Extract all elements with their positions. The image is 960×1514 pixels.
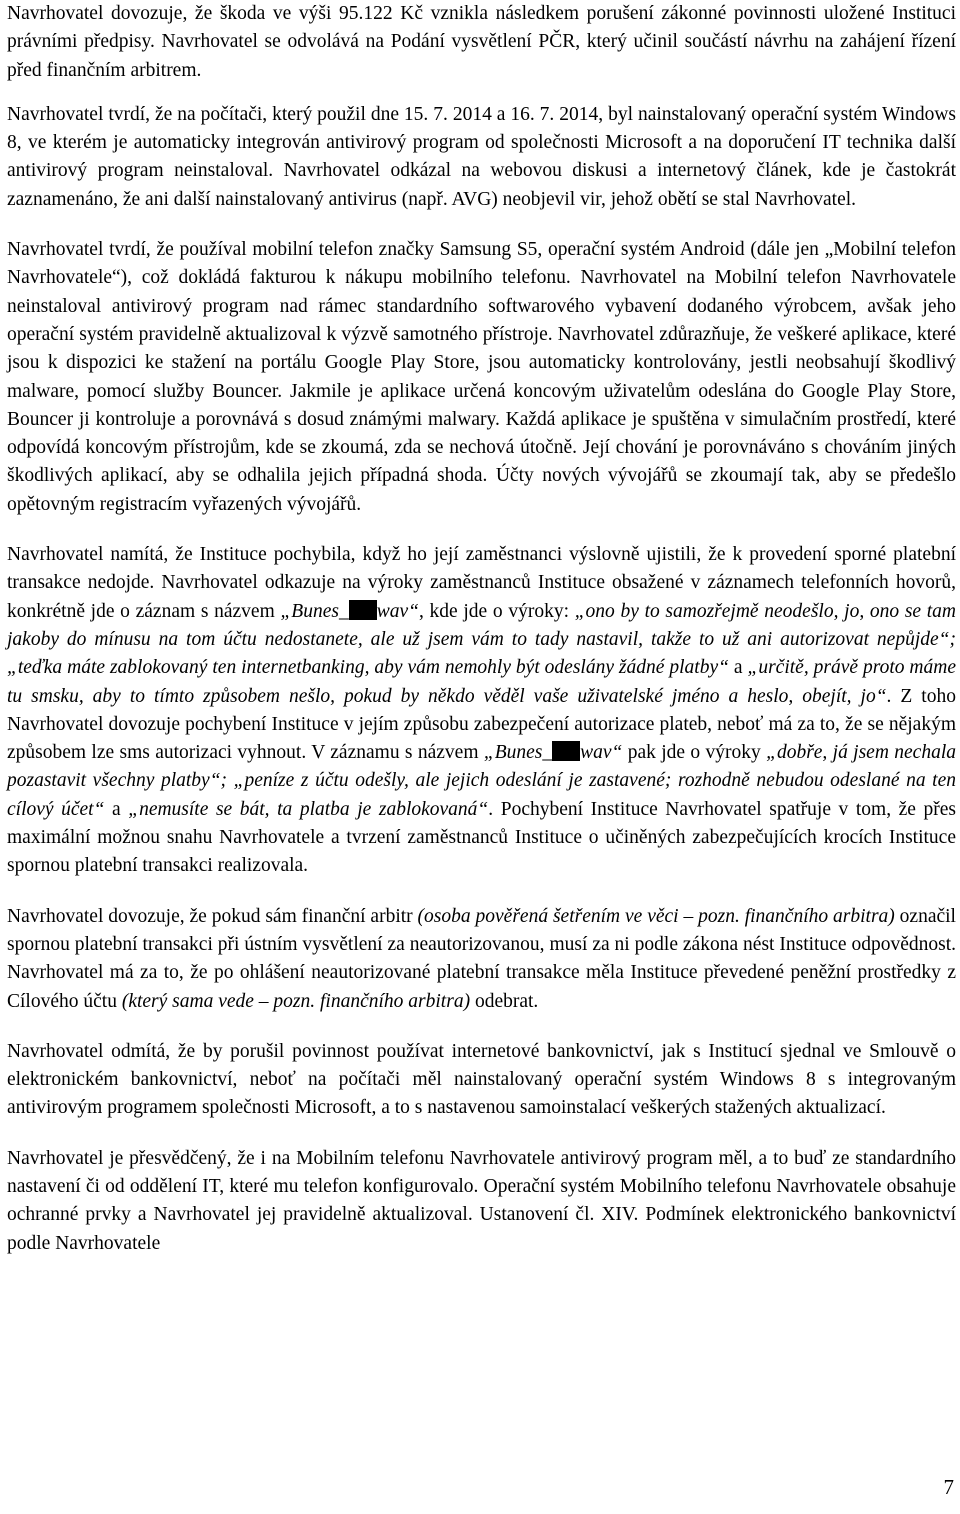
text-run: a bbox=[104, 798, 129, 820]
redaction-block bbox=[349, 600, 377, 620]
paragraph-arbiter-designation bbox=[7, 903, 956, 1016]
editorial-note: (osoba pověřená šetřením ve věci – pozn. finančního arbitra) bbox=[417, 905, 895, 927]
quoted-statement: „určitě, právě proto máme tu smsku, aby to tímto způsobem nešlo, pokud by někdo věděl vaše uživatelské jméno a heslo, obejít, jo“ bbox=[7, 657, 956, 707]
text-run: . Pochybení Instituce Navrhovatel spatřuje v tom, že přes maximální možnou snahu Navrhovatele a tvrzení zaměstnanců Instituce o učiněných zabezpečujících krocích Instituce spornou platební transakci realizovala. bbox=[7, 798, 956, 877]
redaction-block bbox=[552, 741, 580, 761]
recording-name: „Bunes_ wav“ bbox=[280, 600, 419, 622]
quoted-statement: „ono by to samozřejmě neodešlo, jo, ono se tam jakoby do mínusu na tom účtu nedostanete, ale už jsem vám to tady nastavil, takže to už ani autorizovat nepůjde“; „teďka máte zablokovaný ten internetbanking, aby vám nemohly být odeslány žádné platby“ bbox=[7, 600, 957, 679]
text-run: . Z toho Navrhovatel dovozuje pochybení Instituce v jejím způsobu zabezpečení autorizace plateb, neboť má za to, že se nějakým způsobem lze sms autorizaci vyhnout. V záznamu s názvem bbox=[7, 685, 956, 764]
document-page bbox=[7, 0, 956, 1258]
text-run: Navrhovatel namítá, že Instituce pochybila, když ho její zaměstnanci výslovně ujistili, že k provedení sporné platební transakce nedojde. Navrhovatel odkazuje na výroky zaměstnanců Instituce obsažené v záznamech telefonních hovorů, konkrétně jde o záznam s názvem bbox=[7, 544, 956, 622]
paragraph-mobile-phone: Navrhovatel tvrdí, že používal mobilní telefon značky Samsung S5, operační systém Android (dále jen „Mobilní telefon Navrhovatele“), což dokládá fakturou k nákupu mobilního telefonu. Navrhovatel na Mobilní telefon Navrhovatele neinstaloval antivirový program nad rámec standardního softwarového vybavení dodaného výrobcem, avšak jeho operační systém pravidelně aktualizoval k výzvě samotného přístroje. Navrhovatel zdůrazňuje, že veškeré aplikace, které jsou k dispozici ke stažení na portálu Google Play Store, jsou automaticky kontrolovány, jestli neobsahují škodlivý malware, pomocí služby Bouncer. Jakmile je aplikace určená koncovým uživatelům odeslána do Google Play Store, Bouncer ji kontroluje a porovnává s dosud známými malwary. Každá aplikace je spuštěna v simulačním prostředí, které odpovídá koncovým přístrojům, kde se zkoumá, zda se nechová útočně. Její chování je porovnáváno s chováním jiných škodlivých aplikací, aby se odhalila jejich případná shoda. Účty nových vývojářů se zkoumají tak, aby se předešlo opětovným registracím vyřazených vývojářů. bbox=[7, 239, 956, 515]
recording-name: „Bunes_ wav“ bbox=[483, 742, 623, 764]
text-run: a bbox=[728, 657, 748, 679]
paragraph-mobile-antivirus: Navrhovatel je přesvědčený, že i na Mobilním telefonu Navrhovatele antivirový program měl, a to buď ze standardního nastavení či od oddělení IT, které mu telefon konfigurovalo. Operační systém Mobilního telefonu Navrhovatele obsahuje ochranné prvky a Navrhovatel jej pravidelně aktualizoval. Ustanovení čl. XIV. Podmínek elektronického bankovnictví podle Navrhovatele bbox=[7, 1147, 956, 1254]
text-run: Navrhovatel dovozuje, že pokud sám finanční arbitr bbox=[7, 905, 418, 927]
paragraph-computer-antivirus: Navrhovatel tvrdí, že na počítači, který použil dne 15. 7. 2014 a 16. 7. 2014, byl nainstalovaný operační systém Windows 8, ve kterém je automaticky integrován antivirový program od společnosti Microsoft a na doporučení IT technika další antivirový program neinstaloval. Navrhovatel odkázal na webovou diskusi a internetový článek, kde je častokrát zaznamenáno, že ani další nainstalovaný antivirus (např. AVG) neobjevil vir, jehož obětí se stal Navrhovatel. bbox=[7, 103, 956, 210]
quoted-statement: „nemusíte se bát, ta platba je zablokovaná“ bbox=[128, 798, 489, 820]
text-run: , kde jde o výroky: bbox=[418, 600, 575, 622]
quoted-statement: „dobře, já jsem nechala pozastavit všechny platby“; „peníze z účtu odešly, ale jejich odeslání je zastavené; rozhodně nebudou odeslané na ten cílový účet“ bbox=[7, 742, 956, 820]
page-number: 7 bbox=[943, 1475, 954, 1499]
text-run: odebrat. bbox=[470, 990, 539, 1012]
text-run: pak jde o výroky bbox=[622, 742, 767, 764]
text-run: označil spornou platební transakci při ústním vysvětlení za neautorizovanou, musí za ni podle zákona nést Instituce odpovědnost. Navrhovatel má za to, že po ohlášení neautorizované platební transakce měla Instituce převedené peněžní prostředky z Cílového účtu bbox=[7, 905, 956, 1012]
paragraph-contract-obligation: Navrhovatel odmítá, že by porušil povinnost používat internetové bankovnictví, jak s Institucí sjednal ve Smlouvě o elektronickém bankovnictví, neboť na počítači měl nainstalovaný operační systém Windows 8 s integrovaným antivirovým programem společnosti Microsoft, a to s nastavenou samoinstalací veškerých stažených aktualizací. bbox=[7, 1040, 956, 1119]
paragraph-institution-error bbox=[7, 541, 956, 881]
paragraph-damage-claim: Navrhovatel dovozuje, že škoda ve výši 95.122 Kč vznikla následkem porušení zákonné povinnosti uložené Instituci právními předpisy. Navrhovatel se odvolává na Podání vysvětlení PČR, který učinil součástí návrhu na zahájení řízení před finančním arbitrem. bbox=[7, 3, 956, 81]
editorial-note: (který sama vede – pozn. finančního arbitra) bbox=[121, 990, 471, 1012]
